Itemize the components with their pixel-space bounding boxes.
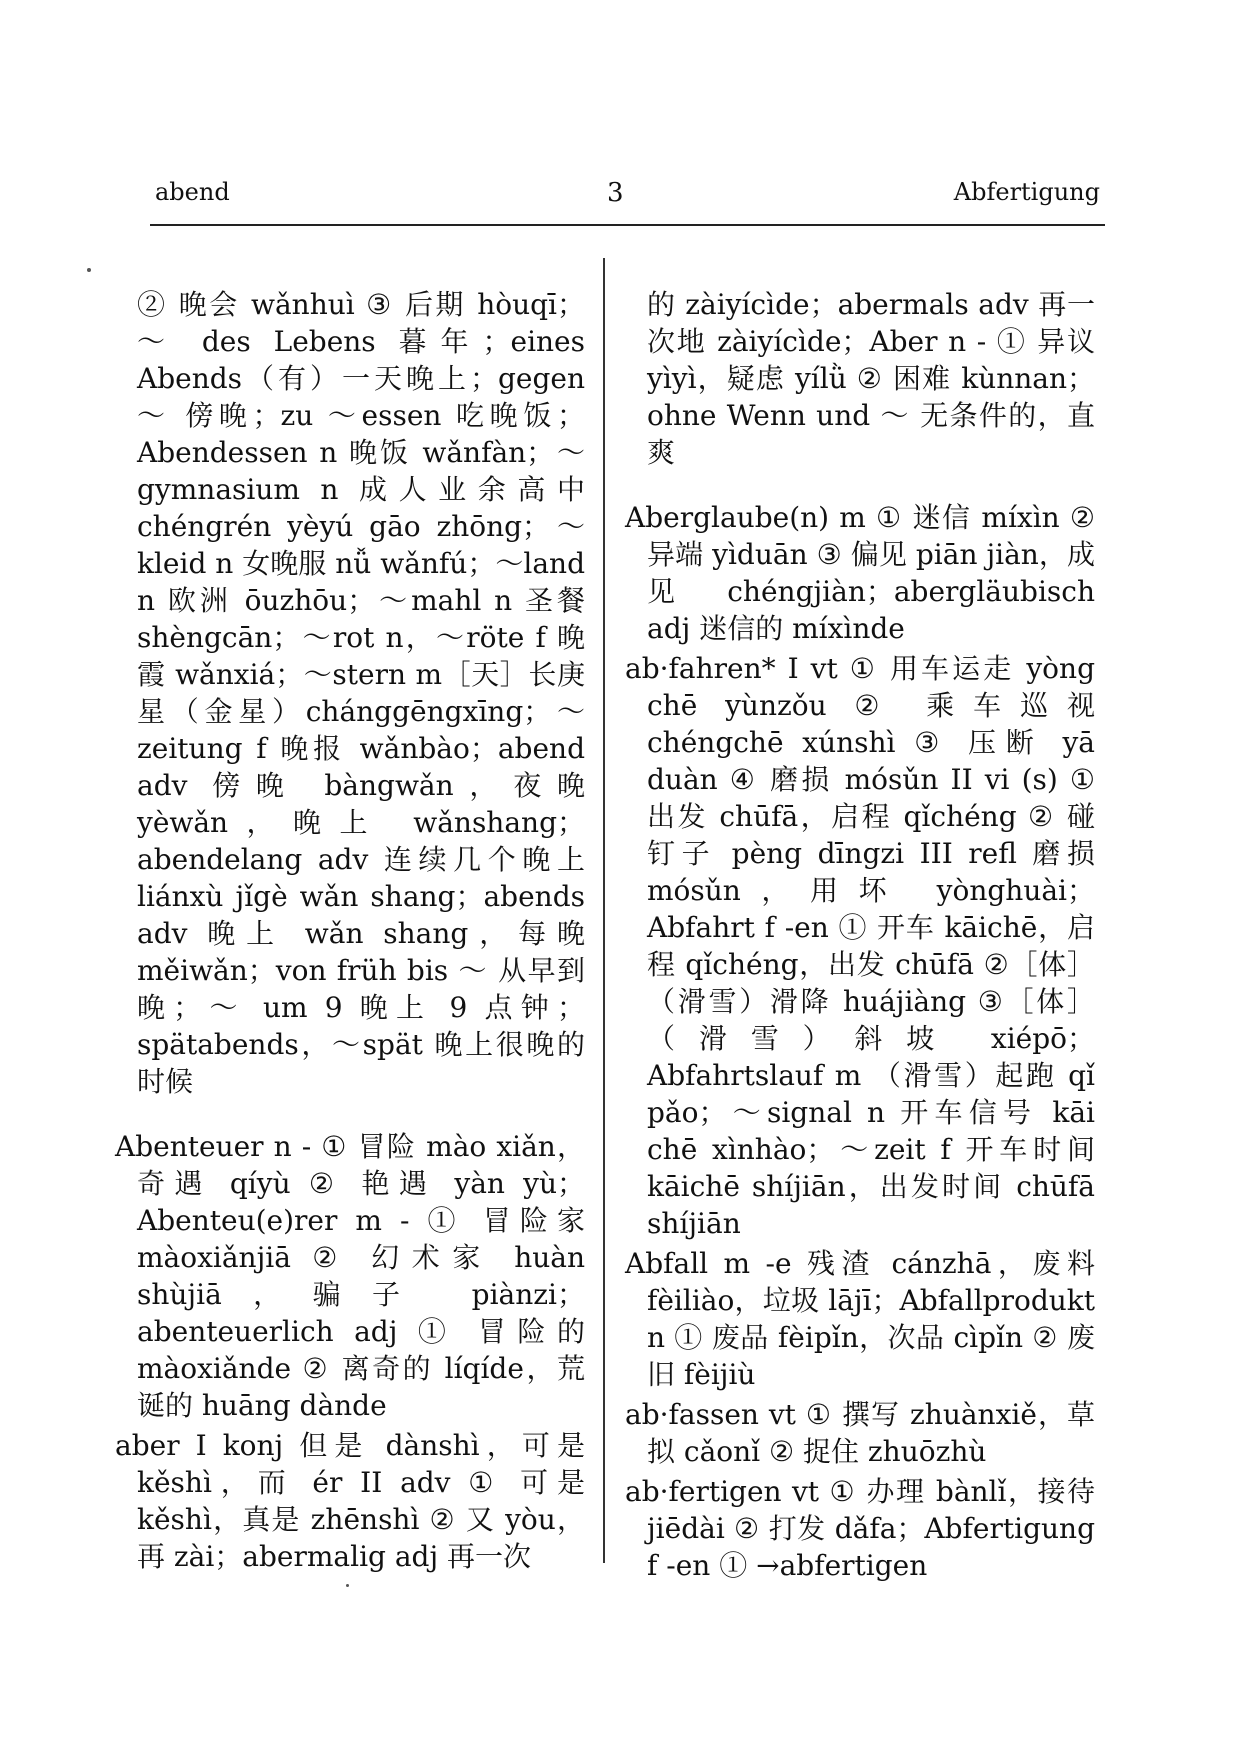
scan-speck <box>87 268 91 272</box>
header-guide-word-right: Abfertigung <box>953 178 1100 206</box>
page-number: 3 <box>607 178 624 208</box>
entry-abfahren: ab·fahren* I vt ① 用车运走 yòng chē yùnzǒu ② 乘车巡视 chéngchē xúnshì ③ 压断 yā duàn ④ 磨损 mósǔn II vi (s) ① 出发 chūfā，启程 qǐchéng ② 碰钉子 pèng dīngzi III refl 磨损 mósǔn，用坏 yònghuài；Abfahrt f -en ① 开车 kāichē，启程 qǐchéng，出发 chūfā ②［体］（滑雪）滑降 huájiàng ③［体］（滑雪）斜坡 xiépō；Abfahrtslauf m （滑雪）起跑 qǐ pǎo；～signal n 开车信号 kāi chē xìnhào；～zeit f 开车时间 kāichē shíjiān，出发时间 chūfā shíjiān <box>625 652 1095 1240</box>
entry-aber: aber I konj 但是 dànshì，可是 kěshì，而 ér II adv ① 可是 kěshì，真是 zhēnshì ② 又 yòu，再 zài；abermalig adj 再一次 <box>115 1429 585 1573</box>
entry-abenteuer: Abenteuer n - ① 冒险 mào xiǎn，奇遇 qíyù ② 艳遇 yàn yù；Abenteu(e)rer m - ① 冒险家 màoxiǎnjiā ② 幻术家 huàn shùjiā，骗子 piànzi；abenteuerlich adj ① 冒险的 màoxiǎnde ② 离奇的 líqíde，荒诞的 huāng dànde <box>115 1130 585 1422</box>
column-divider <box>603 258 605 1563</box>
entry-continuation: ② 晚会 wǎnhuì ③ 后期 hòuqī；～ des Lebens 暮年；eines Abends（有）一天晚上；gegen ～ 傍晚；zu ～essen 吃晚饭；Abendessen n 晚饭 wǎnfàn；～gymnasium n 成人业余高中 chéngrén yèyú gāo zhōng；～kleid n 女晚服 nǚ wǎnfú；～land n 欧洲 ōuzhōu；～mahl n 圣餐 shèngcān；～rot n，～röte f 晚霞 wǎnxiá；～stern m［天］长庚星（金星）chánggēngxīng；～zeitung f 晚报 wǎnbào；abend adv 傍晚 bàngwǎn，夜晚 yèwǎn，晚上 wǎnshang；abendelang adv 连续几个晚上 liánxù jǐgè wǎn shang；abends adv 晚上 wǎn shang，每晚 měiwǎn；von früh bis ～ 从早到晚；～ um 9 晚上 9 点钟；spätabends，～spät 晚上很晚的时候 <box>137 288 585 1098</box>
entry-abfertigen: ab·fertigen vt ① 办理 bànlǐ，接待 jiēdài ② 打发 dǎfa；Abfertigung f -en ① →abfertigen <box>625 1475 1095 1582</box>
entry-abfassen: ab·fassen vt ① 撰写 zhuànxiě，草拟 cǎonǐ ② 捉住 zhuōzhù <box>625 1398 1095 1468</box>
header-rule <box>150 224 1105 226</box>
header-guide-word-left: abend <box>155 178 230 206</box>
running-header <box>155 178 1100 218</box>
scan-speck <box>346 1584 349 1587</box>
entry-aberglaube: Aberglaube(n) m ① 迷信 míxìn ② 异端 yìduān ③ 偏见 piān jiàn，成见 chéngjiàn；abergläubisch adj 迷信的 míxìnde <box>625 501 1095 645</box>
entry-abfall: Abfall m -e 残渣 cánzhā，废料 fèiliào，垃圾 lājī；Abfallprodukt n ① 废品 fèipǐn，次品 cìpǐn ② 废旧 fèijiù <box>625 1247 1095 1391</box>
left-column <box>115 258 585 1578</box>
right-column <box>625 258 1095 1587</box>
entry-continuation: 的 zàiyícìde；abermals adv 再一次地 zàiyícìde；Aber n - ① 异议 yìyì，疑虑 yílǜ ② 困难 kùnnan；ohne Wenn und ～ 无条件的，直爽 <box>647 288 1095 469</box>
